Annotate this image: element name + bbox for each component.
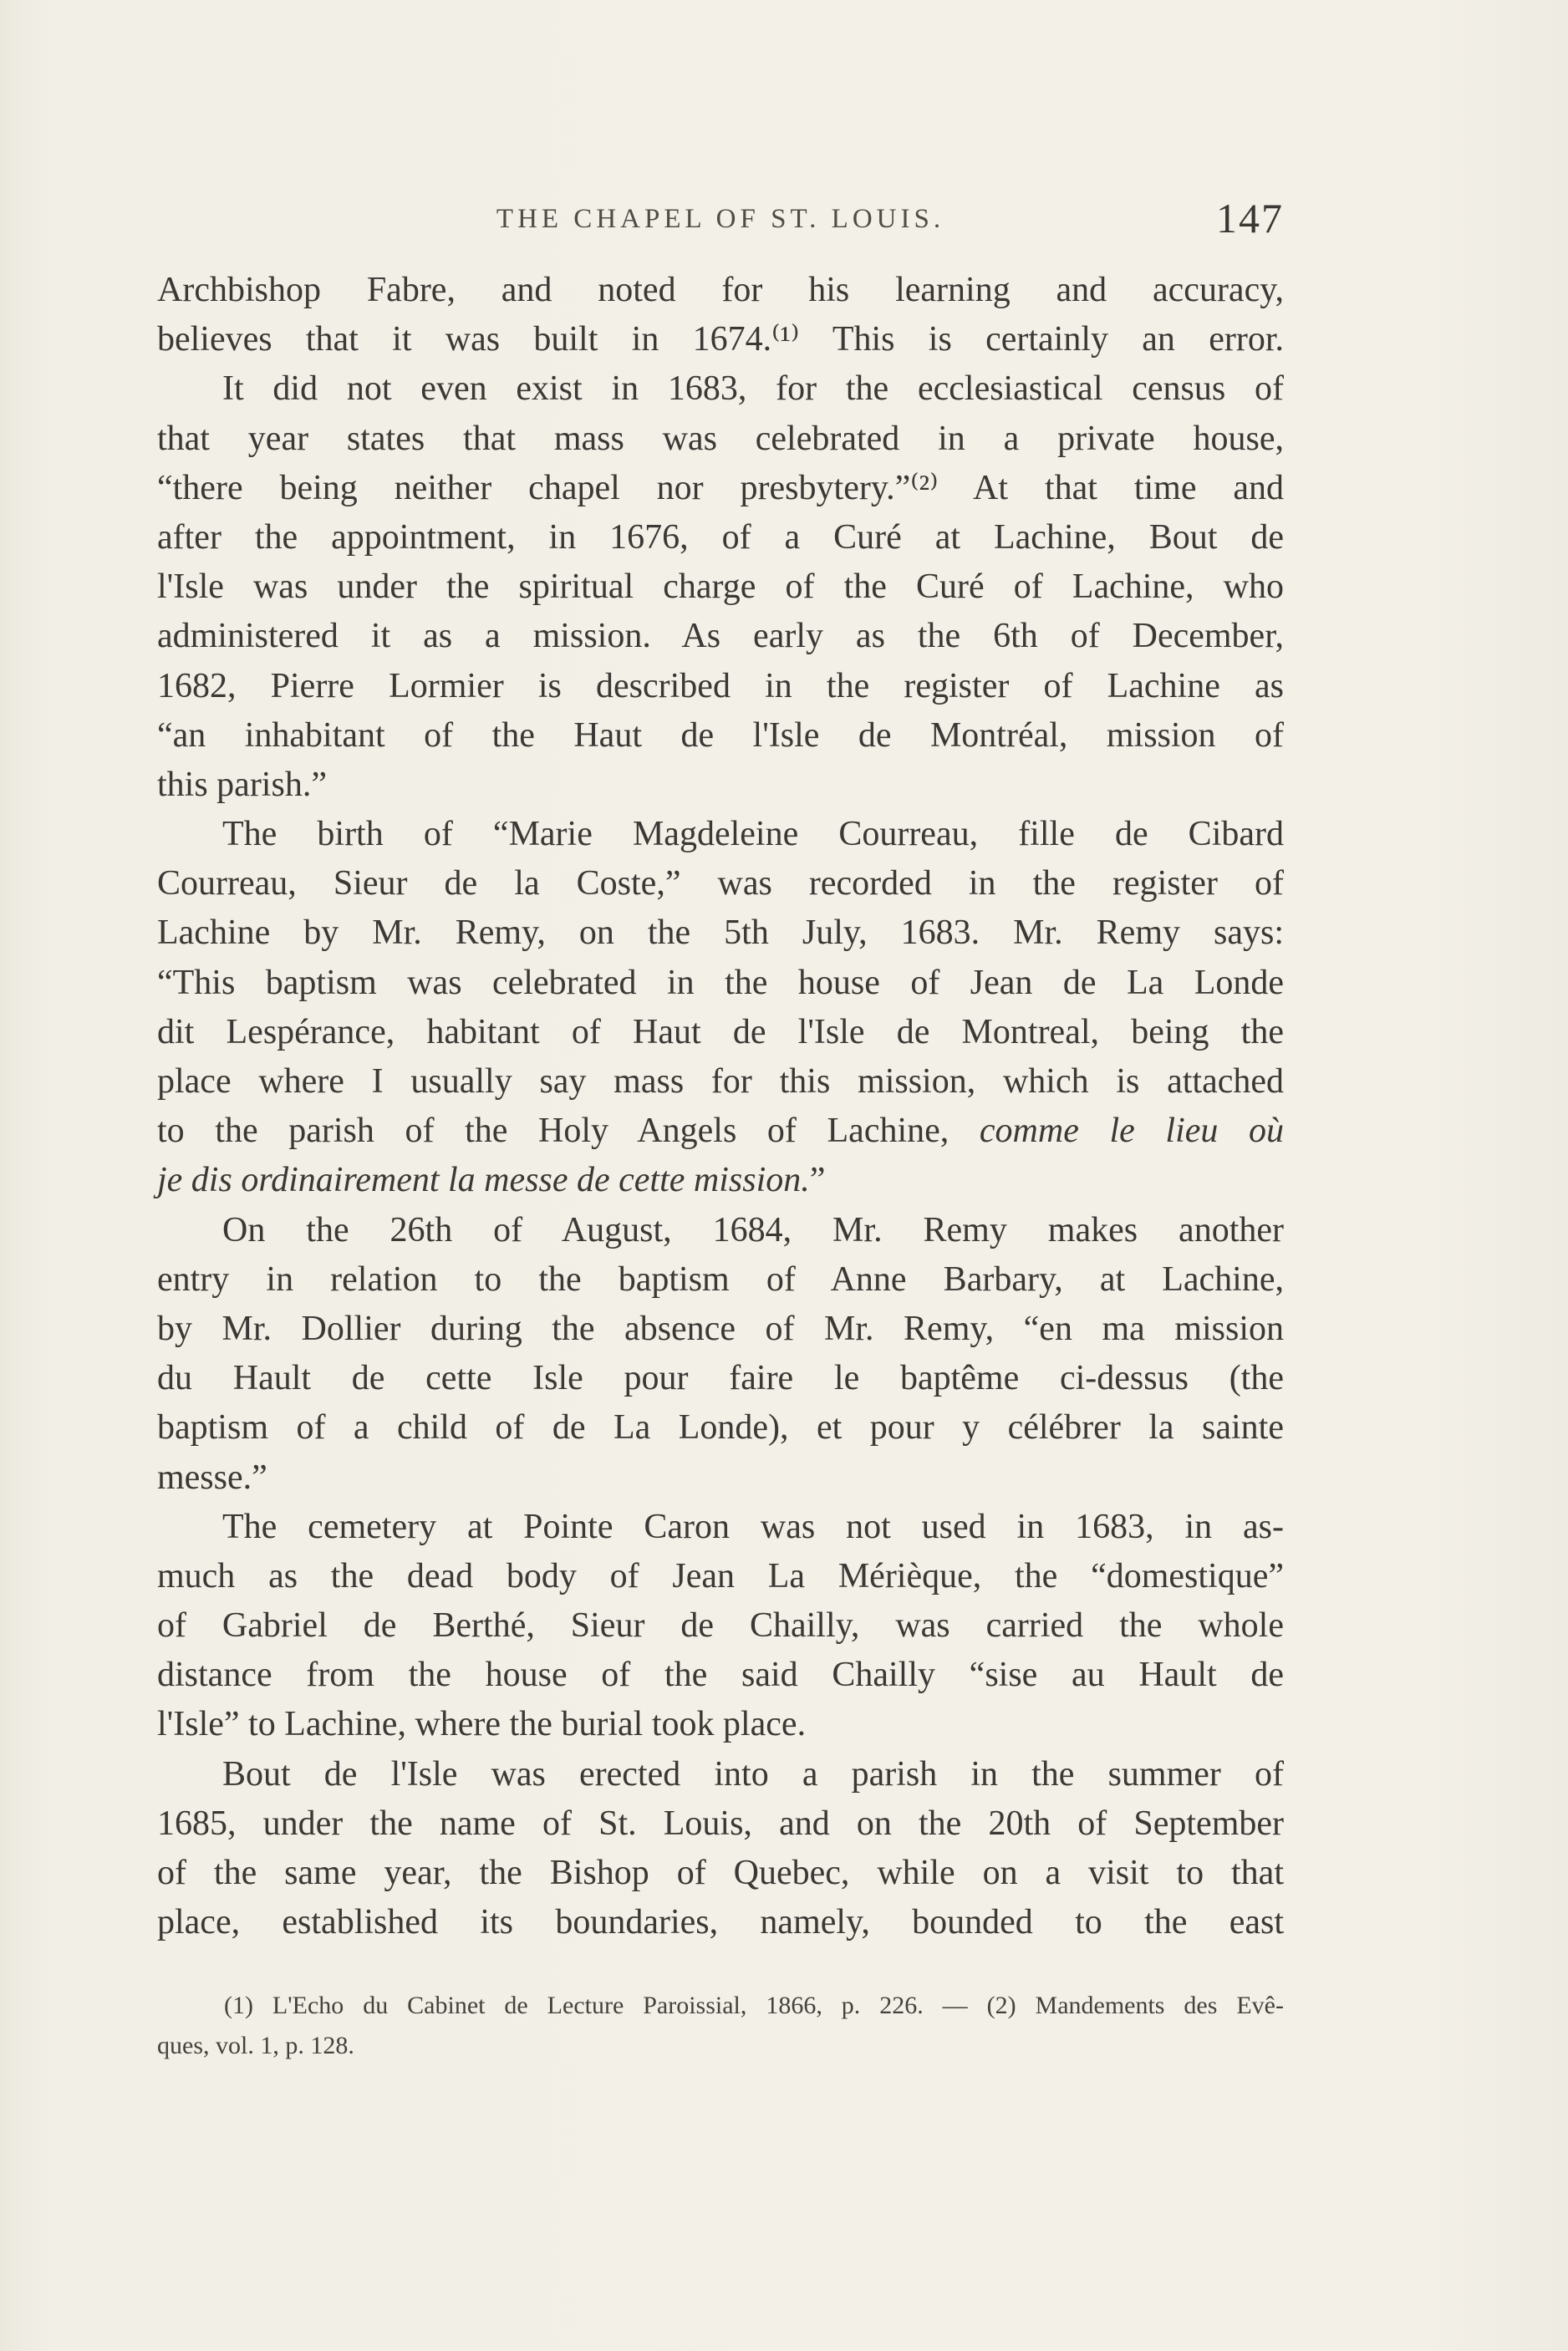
paragraph-start: Bout de l'Isle was erected into a parish in the summer of	[222, 1754, 1284, 1794]
text-line: “an inhabitant of the Haut de l'Isle de Montréal, mission of	[157, 715, 1284, 755]
text-line: Courreau, Sieur de la Coste,” was recorded in the register of	[157, 864, 1284, 903]
text-line: “This baptism was celebrated in the house of Jean de La Londe	[157, 963, 1284, 1002]
text-line	[157, 1107, 1284, 1156]
text-line: Archbishop Fabre, and noted for his learning and accuracy,	[157, 271, 1284, 309]
text-line: of the same year, the Bishop of Quebec, while on a visit to that	[157, 1854, 1284, 1892]
closing-quote: ”	[809, 1161, 826, 1200]
text-segment: to the parish of the Holy Angels of Lachine,	[157, 1112, 949, 1151]
text-line: dit Lespérance, habitant of Haut de l'Isle de Montreal, being the	[157, 1012, 1284, 1051]
text-line: baptism of a child of de La Londe), et pour y célébrer la sainte	[157, 1408, 1284, 1448]
text-line: du Hault de cette Isle pour faire le baptême ci-dessus (the	[157, 1359, 1284, 1398]
paragraph-start: On the 26th of August, 1684, Mr. Remy makes another	[222, 1210, 1284, 1249]
italic-quote: comme le lieu où	[979, 1112, 1284, 1151]
text-line: administered it as a mission. As early as the 6th of December,	[157, 617, 1284, 656]
text-line: “there being neither chapel nor presbytery.”⁽²⁾ At that time and	[157, 468, 1284, 507]
footnote-line: (1) L'Echo du Cabinet de Lecture Paroissial, 1866, p. 226. — (2) Mandements des Evê-	[224, 1992, 1284, 2019]
body-text	[157, 266, 1284, 1947]
italic-quote: je dis ordinairement la messe de cette mission.	[157, 1161, 810, 1200]
text-line: messe.”	[157, 1458, 267, 1497]
footnotes	[157, 1986, 1284, 2066]
paragraph-start: It did not even exist in 1683, for the ecclesiastical census of	[222, 369, 1284, 409]
text-line: much as the dead body of Jean La Mérièque, the “domestique”	[157, 1556, 1284, 1595]
text-line: after the appointment, in 1676, of a Curé at Lachine, Bout de	[157, 517, 1284, 557]
text-line: distance from the house of the said Chailly “sise au Hault de	[157, 1656, 1284, 1695]
text-line: that year states that mass was celebrated in a private house,	[157, 419, 1284, 458]
paragraph-start: The birth of “Marie Magdeleine Courreau, fille de Cibard	[222, 815, 1284, 854]
text-line: 1685, under the name of St. Louis, and on the 20th of September	[157, 1804, 1284, 1843]
running-head: THE CHAPEL OF ST. LOUIS.	[496, 204, 945, 234]
text-line: place, established its boundaries, namely, bounded to the east	[157, 1903, 1284, 1942]
text-line: believes that it was built in 1674.⁽¹⁾ This is certainly an error.	[157, 320, 1284, 359]
text-line: by Mr. Dollier during the absence of Mr. Remy, “en ma mission	[157, 1309, 1284, 1348]
footnote-line: ques, vol. 1, p. 128.	[157, 2032, 354, 2059]
text-line: l'Isle was under the spiritual charge of the Curé of Lachine, who	[157, 567, 1284, 607]
page-header	[157, 194, 1284, 252]
text-line: place where I usually say mass for this mission, which is attached	[157, 1062, 1284, 1101]
text-line: entry in relation to the baptism of Anne Barbary, at Lachine,	[157, 1259, 1284, 1299]
text-line: of Gabriel de Berthé, Sieur de Chailly, was carried the whole	[157, 1606, 1284, 1646]
text-line: 1682, Pierre Lormier is described in the register of Lachine as	[157, 666, 1284, 705]
text-line: this parish.”	[157, 765, 327, 804]
text-line: Lachine by Mr. Remy, on the 5th July, 1683. Mr. Remy says:	[157, 913, 1284, 953]
page-number: 147	[1216, 195, 1284, 242]
text-line	[157, 1156, 1284, 1205]
text-line: l'Isle” to Lachine, where the burial took place.	[157, 1705, 807, 1744]
paragraph-start: The cemetery at Pointe Caron was not used in 1683, in as-	[222, 1507, 1284, 1546]
